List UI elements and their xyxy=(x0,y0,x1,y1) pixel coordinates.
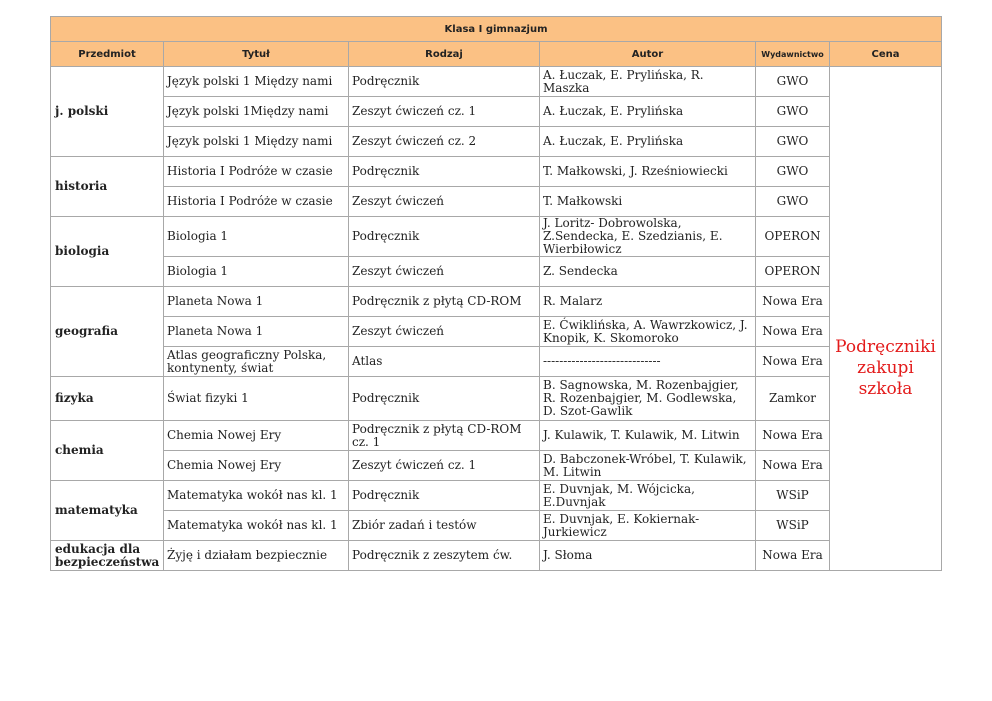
publisher-cell: WSiP xyxy=(756,511,830,541)
kind-cell: Zbiór zadań i testów xyxy=(349,511,540,541)
table-row xyxy=(51,97,942,127)
header-kind: Rodzaj xyxy=(349,42,540,67)
subject-cell: historia xyxy=(51,157,164,217)
author-cell: D. Babczonek-Wróbel, T. Kulawik, M. Litwin xyxy=(540,451,756,481)
title-cell: Planeta Nowa 1 xyxy=(164,317,349,347)
table-row xyxy=(51,421,942,451)
author-cell: E. Duvnjak, E. Kokiernak-Jurkiewicz xyxy=(540,511,756,541)
author-cell: J. Słoma xyxy=(540,541,756,571)
kind-cell: Zeszyt ćwiczeń cz. 1 xyxy=(349,451,540,481)
publisher-cell: Nowa Era xyxy=(756,541,830,571)
table-row xyxy=(51,287,942,317)
table-row xyxy=(51,451,942,481)
title-cell: Historia I Podróże w czasie xyxy=(164,187,349,217)
table-row xyxy=(51,217,942,257)
subject-cell: geografia xyxy=(51,287,164,377)
title-cell: Chemia Nowej Ery xyxy=(164,451,349,481)
author-cell: Z. Sendecka xyxy=(540,257,756,287)
header-price: Cena xyxy=(830,42,942,67)
author-cell: ----------------------------- xyxy=(540,347,756,377)
kind-cell: Zeszyt ćwiczeń xyxy=(349,317,540,347)
kind-cell: Podręcznik xyxy=(349,157,540,187)
subject-cell: fizyka xyxy=(51,377,164,421)
kind-cell: Podręcznik z zeszytem ćw. xyxy=(349,541,540,571)
table-row xyxy=(51,317,942,347)
author-cell: A. Łuczak, E. Prylińska xyxy=(540,97,756,127)
title-cell: Biologia 1 xyxy=(164,217,349,257)
title-cell: Żyję i działam bezpiecznie xyxy=(164,541,349,571)
title-cell: Język polski 1 Między nami xyxy=(164,127,349,157)
header-author: Autor xyxy=(540,42,756,67)
kind-cell: Zeszyt ćwiczeń cz. 1 xyxy=(349,97,540,127)
publisher-cell: Nowa Era xyxy=(756,421,830,451)
publisher-cell: GWO xyxy=(756,157,830,187)
publisher-cell: GWO xyxy=(756,67,830,97)
subject-cell: matematyka xyxy=(51,481,164,541)
author-cell: J. Kulawik, T. Kulawik, M. Litwin xyxy=(540,421,756,451)
kind-cell: Podręcznik xyxy=(349,217,540,257)
table-row xyxy=(51,481,942,511)
kind-cell: Podręcznik xyxy=(349,377,540,421)
author-cell: T. Małkowski, J. Rześniowiecki xyxy=(540,157,756,187)
title-cell: Historia I Podróże w czasie xyxy=(164,157,349,187)
title-cell: Język polski 1Między nami xyxy=(164,97,349,127)
publisher-cell: WSiP xyxy=(756,481,830,511)
table-row xyxy=(51,511,942,541)
kind-cell: Podręcznik xyxy=(349,67,540,97)
author-cell: T. Małkowski xyxy=(540,187,756,217)
table-row xyxy=(51,347,942,377)
table-row xyxy=(51,257,942,287)
subject-cell: edukacja dla bezpieczeństwa xyxy=(51,541,164,571)
title-cell: Atlas geograficzny Polska, kontynenty, świat xyxy=(164,347,349,377)
title-cell: Język polski 1 Między nami xyxy=(164,67,349,97)
title-cell: Świat fizyki 1 xyxy=(164,377,349,421)
price-note: Podręczniki zakupi szkoła xyxy=(830,67,942,571)
kind-cell: Podręcznik xyxy=(349,481,540,511)
publisher-cell: OPERON xyxy=(756,257,830,287)
author-cell: A. Łuczak, E. Prylińska xyxy=(540,127,756,157)
header-title: Tytuł xyxy=(164,42,349,67)
title-cell: Matematyka wokół nas kl. 1 xyxy=(164,511,349,541)
author-cell: E. Ćwiklińska, A. Wawrzkowicz, J. Knopik, K. Skomoroko xyxy=(540,317,756,347)
table-row xyxy=(51,157,942,187)
publisher-cell: GWO xyxy=(756,187,830,217)
title-cell: Chemia Nowej Ery xyxy=(164,421,349,451)
table-row xyxy=(51,377,942,421)
table-row xyxy=(51,127,942,157)
kind-cell: Podręcznik z płytą CD-ROM cz. 1 xyxy=(349,421,540,451)
subject-cell: biologia xyxy=(51,217,164,287)
subject-cell: chemia xyxy=(51,421,164,481)
publisher-cell: OPERON xyxy=(756,217,830,257)
table-row xyxy=(51,541,942,571)
header-subject: Przedmiot xyxy=(51,42,164,67)
publisher-cell: GWO xyxy=(756,127,830,157)
author-cell: A. Łuczak, E. Prylińska, R. Maszka xyxy=(540,67,756,97)
title-cell: Matematyka wokół nas kl. 1 xyxy=(164,481,349,511)
author-cell: R. Malarz xyxy=(540,287,756,317)
subject-cell: j. polski xyxy=(51,67,164,157)
table-row xyxy=(51,67,942,97)
publisher-cell: GWO xyxy=(756,97,830,127)
author-cell: E. Duvnjak, M. Wójcicka, E.Duvnjak xyxy=(540,481,756,511)
header-publisher: Wydawnictwo xyxy=(756,42,830,67)
publisher-cell: Nowa Era xyxy=(756,317,830,347)
publisher-cell: Zamkor xyxy=(756,377,830,421)
title-cell: Planeta Nowa 1 xyxy=(164,287,349,317)
kind-cell: Zeszyt ćwiczeń xyxy=(349,187,540,217)
kind-cell: Zeszyt ćwiczeń xyxy=(349,257,540,287)
publisher-cell: Nowa Era xyxy=(756,451,830,481)
kind-cell: Atlas xyxy=(349,347,540,377)
publisher-cell: Nowa Era xyxy=(756,347,830,377)
author-cell: B. Sagnowska, M. Rozenbajgier, R. Rozenbajgier, M. Godlewska, D. Szot-Gawlik xyxy=(540,377,756,421)
table-title: Klasa I gimnazjum xyxy=(51,17,942,42)
booklist-table xyxy=(50,16,942,571)
title-cell: Biologia 1 xyxy=(164,257,349,287)
kind-cell: Podręcznik z płytą CD-ROM xyxy=(349,287,540,317)
publisher-cell: Nowa Era xyxy=(756,287,830,317)
author-cell: J. Loritz- Dobrowolska, Z.Sendecka, E. Szedzianis, E. Wierbiłowicz xyxy=(540,217,756,257)
kind-cell: Zeszyt ćwiczeń cz. 2 xyxy=(349,127,540,157)
table-row xyxy=(51,187,942,217)
